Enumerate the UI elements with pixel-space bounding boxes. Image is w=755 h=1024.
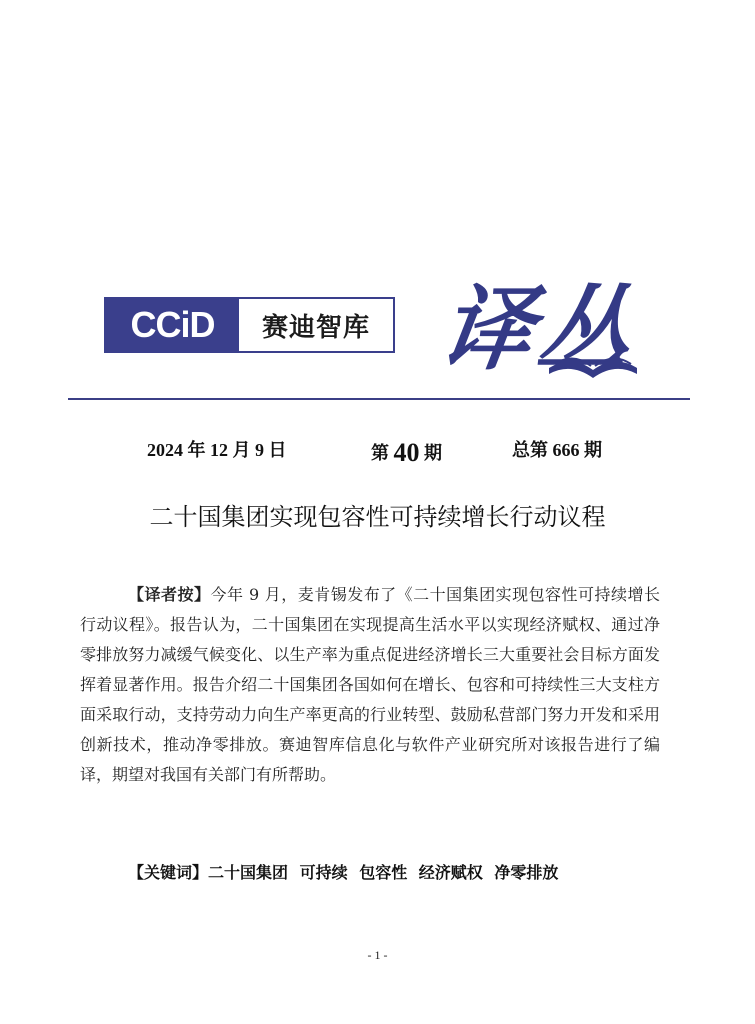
page-number: - 1 -	[367, 948, 388, 962]
keyword: 包容性	[359, 863, 408, 882]
translator-note	[80, 580, 660, 790]
open-book-icon	[545, 340, 641, 380]
publication-title: 译丛	[433, 275, 645, 383]
keyword: 净零排放	[494, 863, 559, 882]
ccid-logo	[104, 297, 395, 353]
translator-note-text: 今年 9 月，麦肯锡发布了《二十国集团实现包容性可持续增长行动议程》。报告认为，二十国集团在实现提高生活水平以实现经济赋权、通过净零排放努力减缓气候变化、以生产率为重点促进经济增长三大重要社会目标方面发挥着显著作用。报告介绍二十国集团各国如何在增长、包容和可持续性三大支柱方面采取行动，支持劳动力向生产率更高的行业转型、鼓励私营部门努力开发和采用创新技术，推动净零排放。赛迪智库信息化与软件产业研究所对该报告进行了编译，期望对我国有关部门有所帮助。	[80, 585, 660, 784]
document-title: 二十国集团实现包容性可持续增长行动议程	[149, 503, 606, 531]
masthead-divider	[68, 398, 690, 400]
issue-number	[371, 436, 442, 466]
translator-note-label: 【译者按】	[128, 585, 211, 604]
logo-chinese-text: 赛迪智库	[261, 312, 370, 343]
keywords-label: 【关键词】	[128, 863, 209, 882]
issue-date: 2024 年 12 月 9 日	[147, 440, 287, 460]
issue-suffix: 期	[424, 443, 442, 463]
keyword: 二十国集团	[208, 863, 289, 882]
issue-number-value: 40	[393, 438, 420, 467]
keyword: 可持续	[299, 863, 348, 882]
keywords-line	[128, 860, 564, 883]
keyword: 经济赋权	[418, 863, 483, 882]
issue-info	[0, 430, 755, 466]
issue-prefix: 第	[371, 443, 389, 463]
logo-latin-text: CCiD	[106, 299, 239, 351]
total-issue: 总第 666 期	[512, 440, 602, 460]
